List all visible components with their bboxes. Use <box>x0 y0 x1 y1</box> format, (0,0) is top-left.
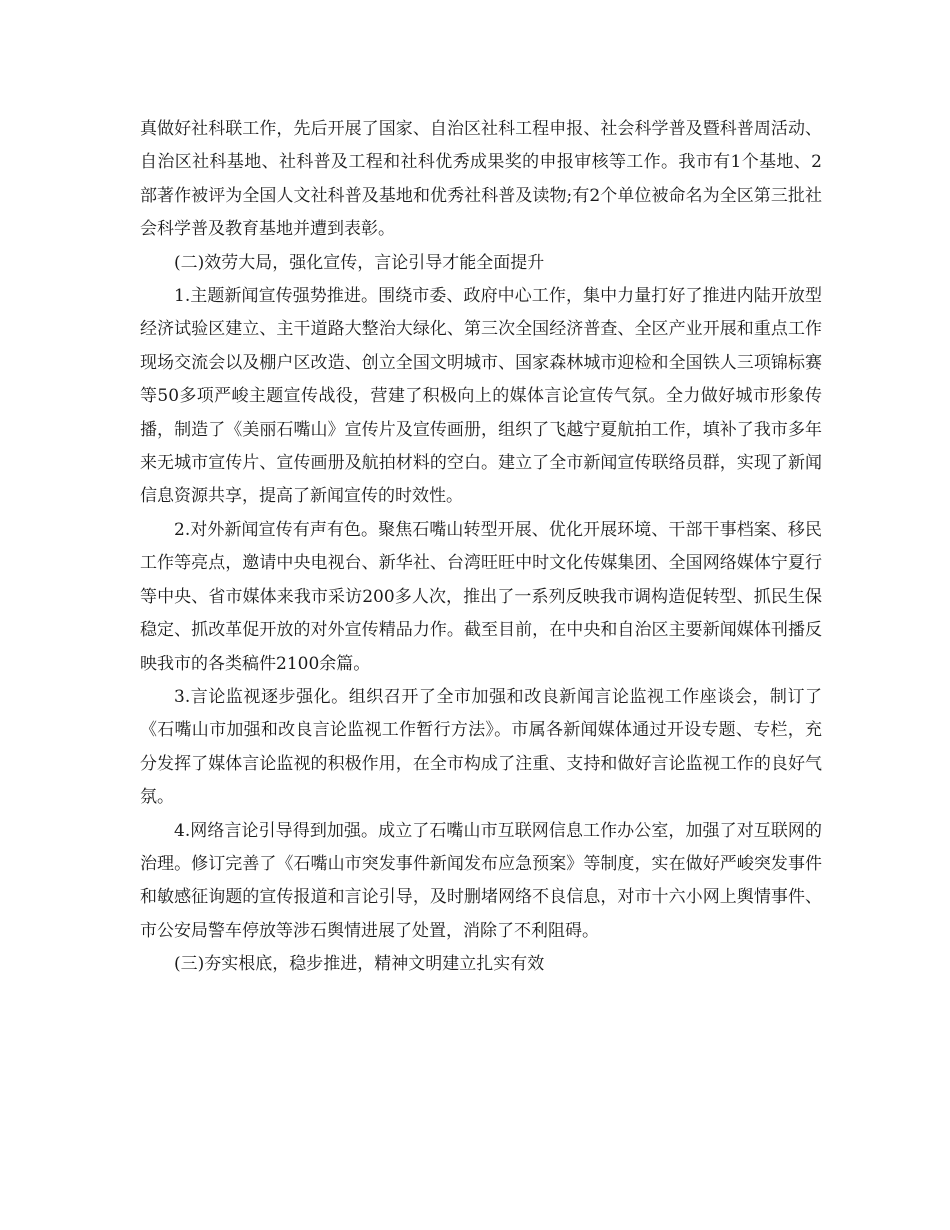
paragraph-item-4: 4.网络言论引导得到加强。成立了石嘴山市互联网信息工作办公室，加强了对互联网的治理。修订完善了《石嘴山市突发事件新闻发布应急预案》等制度，实在做好严峻突发事件和敏感征询题的宣传报道和言论引导，及时删堵网络不良信息，对市十六小网上舆情事件、市公安局警车停放等涉石舆情进展了处置，消除了不利阻碍。 <box>140 820 822 941</box>
paragraph-item-2: 2.对外新闻宣传有声有色。聚焦石嘴山转型开展、优化开展环境、干部干事档案、移民工作等亮点，邀请中央电视台、新华社、台湾旺旺中时文化传媒集团、全国网络媒体宁夏行等中央、省市媒体来我市采访200多人次，推出了一系列反映我市调构造促转型、抓民生保稳定、抓改革促开放的对外宣传精品力作。截至目前，在中央和自治区主要新闻媒体刊播反映我市的各类稿件2100余篇。 <box>140 519 822 674</box>
section-heading-3: (三)夯实根底，稳步推进，精神文明建立扎实有效 <box>174 954 545 975</box>
paragraph-item-1: 1.主题新闻宣传强势推进。围绕市委、政府中心工作，集中力量打好了推进内陆开放型经济试验区建立、主干道路大整治大绿化、第三次全国经济普查、全区产业开展和重点工作现场交流会以及棚户区改造、创立全国文明城市、国家森林城市迎检和全国铁人三项锦标赛等50多项严峻主题宣传战役，营建了积极向上的媒体言论宣传气氛。全力做好城市形象传播，制造了《美丽石嘴山》宣传片及宣传画册，组织了飞越宁夏航拍工作，填补了我市多年来无城市宣传片、宣传画册及航拍材料的空白。建立了全市新闻宣传联络员群，实现了新闻信息资源共享，提高了新闻宣传的时效性。 <box>140 286 822 507</box>
paragraph-continuation: 真做好社科联工作，先后开展了国家、自治区社科工程申报、社会科学普及暨科普周活动、自治区社科基地、社科普及工程和社科优秀成果奖的申报审核等工作。我市有1个基地、2部著作被评为全国人文社科普及基地和优秀社科普及读物;有2个单位被命名为全区第三批社会科学普及教育基地并遭到表彰。 <box>140 119 822 240</box>
paragraph-item-3: 3.言论监视逐步强化。组织召开了全市加强和改良新闻言论监视工作座谈会，制订了《石嘴山市加强和改良言论监视工作暂行方法》。市属各新闻媒体通过开设专题、专栏，充分发挥了媒体言论监视的积极作用，在全市构成了注重、支持和做好言论监视工作的良好气氛。 <box>140 686 822 808</box>
section-heading-2: (二)效劳大局，强化宣传，言论引导才能全面提升 <box>174 252 545 273</box>
document-body <box>140 113 822 982</box>
